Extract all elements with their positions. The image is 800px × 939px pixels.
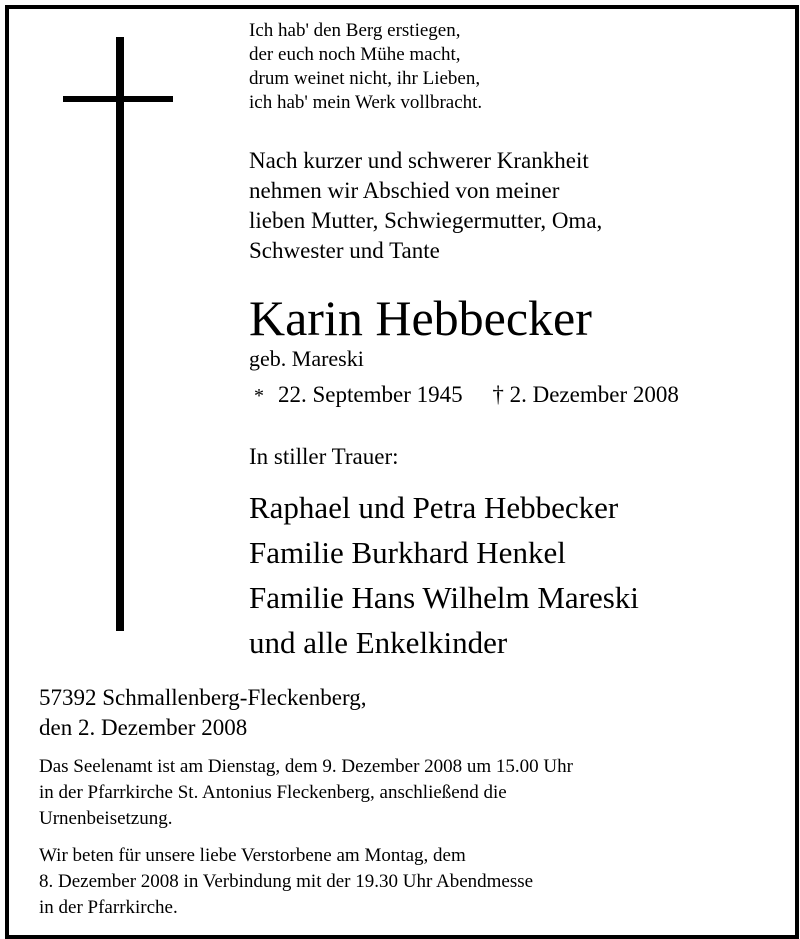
maiden-name: geb. Mareski [249, 346, 364, 371]
service-info [39, 754, 573, 832]
death-cross-icon: † [492, 382, 504, 407]
cross-vertical-bar [116, 37, 124, 631]
intro-line: Nach kurzer und schwerer Krankheit [249, 148, 589, 173]
intro-line: Schwester und Tante [249, 238, 440, 263]
family-list [249, 485, 639, 665]
family-member: Familie Burkhard Henkel [249, 535, 566, 570]
poem-line: drum weinet nicht, ihr Lieben, [249, 68, 481, 89]
place-line: 57392 Schmallenberg-Fleckenberg, [39, 685, 367, 710]
family-member: Raphael und Petra Hebbecker [249, 490, 619, 525]
life-dates [254, 380, 679, 411]
mourning-label: In stiller Trauer: [249, 444, 399, 469]
family-member: und alle Enkelkinder [249, 625, 508, 660]
intro-line: lieben Mutter, Schwiegermutter, Oma, [249, 208, 603, 233]
poem [249, 19, 482, 115]
poem-line: Ich hab' den Berg erstiegen, [249, 20, 461, 41]
cross-horizontal-bar [63, 96, 173, 102]
mass-line: Wir beten für unsere liebe Verstorbene am Montag, dem [39, 845, 466, 866]
service-line: Das Seelenamt ist am Dienstag, dem 9. Dezember 2008 um 15.00 Uhr [39, 756, 573, 777]
service-line: Urnenbeisetzung. [39, 808, 173, 829]
date-line: den 2. Dezember 2008 [39, 715, 248, 740]
deceased-name: Karin Hebbecker [249, 290, 592, 346]
place-date [39, 683, 366, 743]
mass-info [39, 843, 533, 921]
intro-text [249, 146, 602, 266]
intro-line: nehmen wir Abschied von meiner [249, 178, 560, 203]
birth-star-icon: * [254, 385, 264, 407]
birth-date: 22. September 1945 [278, 382, 463, 407]
mass-line: 8. Dezember 2008 in Verbindung mit der 19.30 Uhr Abendmesse [39, 871, 534, 892]
service-line: in der Pfarrkirche St. Antonius Fleckenberg, anschließend die [39, 782, 507, 803]
death-date: 2. Dezember 2008 [509, 382, 679, 407]
mass-line: in der Pfarrkirche. [39, 897, 178, 918]
poem-line: ich hab' mein Werk vollbracht. [249, 92, 483, 113]
family-member: Familie Hans Wilhelm Mareski [249, 580, 639, 615]
poem-line: der euch noch Mühe macht, [249, 44, 461, 65]
